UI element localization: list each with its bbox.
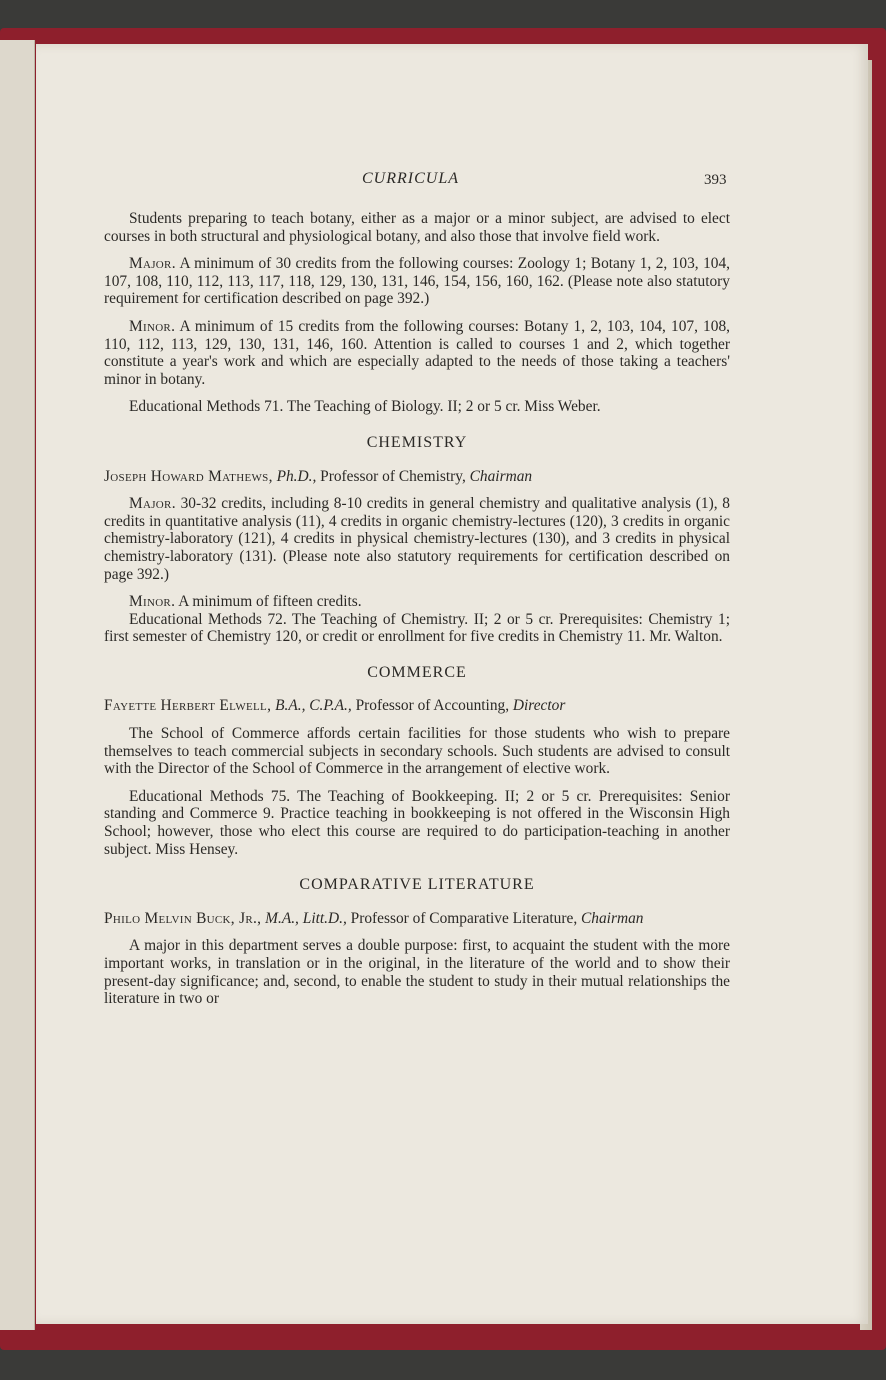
major-text: A minimum of 30 credits from the following courses: Zoology 1; Botany 1, 2, 103, 104, 107, 108, 110, 112, 113, 117, 118, 129, 130, 131, 146, 154, 156, 160, 162. (Please note also statutory requirement for certification described on page 392.) <box>104 255 730 308</box>
staff-title: Professor of Comparative Literature, <box>346 909 582 927</box>
staff-degree: M.A., Litt.D., <box>261 909 347 927</box>
staff-name: Joseph Howard Mathews, <box>104 467 273 485</box>
comparative-literature-staff <box>104 910 730 928</box>
botany-minor <box>104 318 730 388</box>
chemistry-major <box>104 495 730 583</box>
botany-methods: Educational Methods 71. The Teaching of Biology. II; 2 or 5 cr. Miss Weber. <box>129 398 601 416</box>
chemistry-methods: Educational Methods 72. The Teaching of Chemistry. II; 2 or 5 cr. Prerequisites: Chemistry 1; first semester of Chemistry 120, or credit or enrollment for five credits in Chemistry 11. Mr. Walton. <box>104 610 730 646</box>
minor-text: A minimum of 15 credits from the following courses: Botany 1, 2, 103, 104, 107, 108, 110, 112, 113, 129, 130, 131, 146, 160. Attention is called to courses 1 and 2, which together constitute a year's work and which are especially adapted to the needs of those taking a teachers' minor in botany. <box>104 317 730 388</box>
major-label: Major. <box>129 495 176 513</box>
staff-degree: Ph.D., <box>272 467 317 485</box>
commerce-intro: The School of Commerce affords certain facilities for those students who wish to prepare themselves to teach commercial subjects in secondary schools. Such students are advised to consult with the Director of the School of Commerce in the arrangement of elective work. <box>104 725 730 778</box>
botany-major <box>104 255 730 308</box>
comparative-literature-intro: A major in this department serves a double purpose: first, to acquaint the student with the more important works, in translation or in the original, in the literature of the world and to show their present-day significance; and, second, to enable the student to study in their mutual relationships the literature in two or <box>104 937 730 1008</box>
staff-role: Director <box>512 697 566 715</box>
chemistry-staff <box>104 468 730 486</box>
staff-title: Professor of Accounting, <box>351 697 513 715</box>
commerce-staff <box>104 697 730 715</box>
page-number: 393 <box>704 172 727 188</box>
minor-label: Minor. <box>129 593 176 611</box>
minor-label: Minor. <box>129 317 176 335</box>
chemistry-minor <box>104 593 730 611</box>
staff-title: Professor of Chemistry, <box>316 467 470 485</box>
staff-role: Chairman <box>581 909 644 927</box>
minor-text: A minimum of fifteen credits. <box>175 593 362 611</box>
previous-page-edge <box>0 40 35 1330</box>
major-label: Major. <box>129 255 176 273</box>
major-text: 30-32 credits, including 8-10 credits in general chemistry and qualitative analysis (1), 8 credits in quantitative analysis (11), 4 credits in organic chemistry-lectures (120), 3 credits in organic chemistry-laboratory (121), 4 credits in physical chemistry-lectures (130), and 3 credits in physical chemistry-laboratory (131). (Please note also statutory requirements for certification described on page 392.) <box>104 495 730 583</box>
botany-intro: Students preparing to teach botany, either as a major or a minor subject, are advised to elect courses in both structural and physiological botany, and also those that involve field work. <box>104 210 730 245</box>
staff-name: Philo Melvin Buck, Jr., <box>104 909 262 927</box>
running-head <box>36 170 868 194</box>
staff-name: Fayette Herbert Elwell, <box>104 697 272 715</box>
book-page <box>36 44 868 1324</box>
comparative-literature-heading: COMPARATIVE LITERATURE <box>299 876 535 894</box>
staff-role: Chairman <box>469 467 533 485</box>
staff-degree: B.A., C.P.A., <box>271 697 352 715</box>
commerce-methods: Educational Methods 75. The Teaching of Bookkeeping. II; 2 or 5 cr. Prerequisites: Senior standing and Commerce 9. Practice teaching in bookkeeping is not offered in the Wisconsin High School; however, those who elect this course are required to do participation-teaching in another subject. Miss Hensey. <box>104 787 730 858</box>
page-body <box>104 210 730 1008</box>
chemistry-heading: CHEMISTRY <box>366 433 468 451</box>
commerce-heading: COMMERCE <box>367 663 467 681</box>
running-head-title: CURRICULA <box>362 170 459 187</box>
